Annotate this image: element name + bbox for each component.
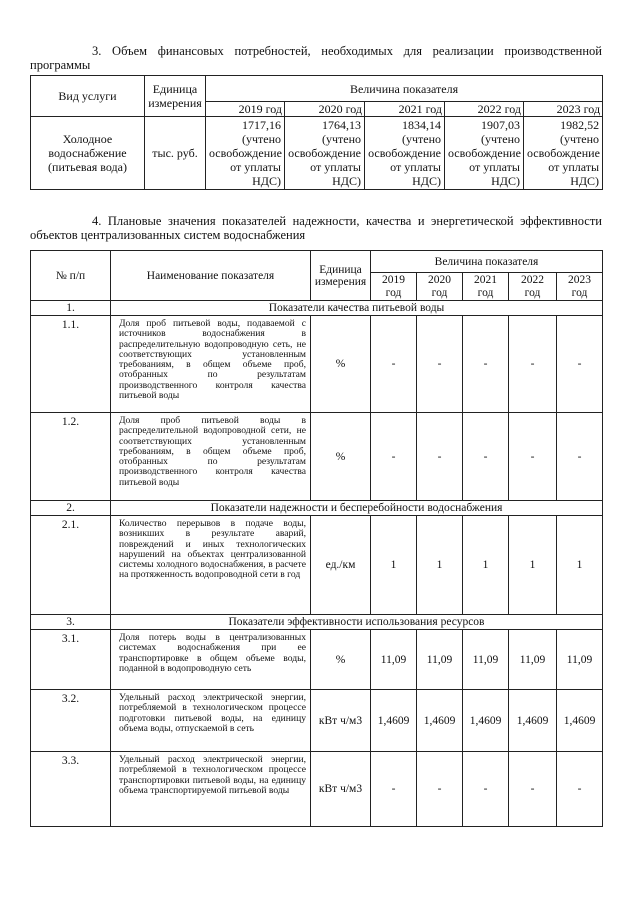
header-unit: Единица измерения xyxy=(311,251,371,301)
header-num: № п/п xyxy=(31,251,111,301)
indicator-name: Доля потерь воды в централизованных системах водоснабжения при ее транспортировке в общем объеме воды, поданной в водопроводную сеть xyxy=(111,630,311,690)
value-cell: 11,09 xyxy=(557,630,603,690)
unit-cell: % xyxy=(311,630,371,690)
year-number: 2019 xyxy=(382,273,405,286)
year-header: 2022 год xyxy=(445,102,524,117)
value-cell: 1 xyxy=(509,516,557,615)
value-cell: - xyxy=(509,316,557,413)
value-cell: - xyxy=(509,413,557,501)
value-cell: - xyxy=(463,316,509,413)
value-cell: 1,4609 xyxy=(557,690,603,752)
row-number: 3.1. xyxy=(31,630,111,690)
section3-heading: 3. Объем финансовых потребностей, необходимых для реализации производственной программы xyxy=(30,44,602,72)
year-number: 2021 xyxy=(474,273,497,286)
value-note: (учтено освобождение от уплаты НДС) xyxy=(527,132,600,188)
value-amount: 1982,52 xyxy=(560,118,600,132)
value-note: (учтено освобождение от уплаты НДС) xyxy=(209,132,282,188)
year-word: год xyxy=(524,286,541,299)
table-row xyxy=(31,752,603,827)
service-name: Холодное водоснабжение (питьевая вода) xyxy=(31,117,145,190)
section-row xyxy=(31,501,603,516)
year-number: 2022 xyxy=(521,273,544,286)
indicator-name: Удельный расход электрической энергии, потребляемой в технологическом процессе подготовки питьевой воды, на единицу объема воды, отпускаемой в сеть xyxy=(111,690,311,752)
table-row xyxy=(31,413,603,501)
row-number: 1.1. xyxy=(31,316,111,413)
value-cell: 1,4609 xyxy=(417,690,463,752)
year-number: 2023 xyxy=(568,273,591,286)
value-cell: 11,09 xyxy=(417,630,463,690)
year-header xyxy=(509,273,557,301)
year-header xyxy=(417,273,463,301)
value-cell: 1 xyxy=(371,516,417,615)
value-cell xyxy=(365,117,445,190)
value-cell: 1 xyxy=(417,516,463,615)
year-word: год xyxy=(571,286,588,299)
value-cell: - xyxy=(557,413,603,501)
header-value: Величина показателя xyxy=(371,251,603,273)
section-number: 3. xyxy=(31,615,111,630)
value-cell: - xyxy=(417,316,463,413)
unit-cell: % xyxy=(311,413,371,501)
indicator-name: Удельный расход электрической энергии, потребляемой в технологическом процессе транспортировки питьевой воды, на единицу объема транспортируемой питьевой воды xyxy=(111,752,311,827)
value-cell: - xyxy=(509,752,557,827)
value-cell: - xyxy=(557,316,603,413)
header-service: Вид услуги xyxy=(31,76,145,117)
table-row xyxy=(31,516,603,615)
header-value: Величина показателя xyxy=(206,76,603,102)
year-header: 2020 год xyxy=(285,102,365,117)
year-header: 2023 год xyxy=(524,102,603,117)
value-cell: - xyxy=(371,752,417,827)
unit-cell: % xyxy=(311,316,371,413)
value-cell xyxy=(524,117,603,190)
section-title: Показатели эффективности использования ресурсов xyxy=(111,615,603,630)
value-cell: - xyxy=(463,413,509,501)
unit-cell: кВт ч/м3 xyxy=(311,752,371,827)
indicators-table xyxy=(30,250,603,827)
table-row xyxy=(31,630,603,690)
row-number: 1.2. xyxy=(31,413,111,501)
section-number: 1. xyxy=(31,301,111,316)
table-row xyxy=(31,316,603,413)
indicator-name: Количество перерывов в подаче воды, возникших в результате аварий, повреждений и иных технологических нарушений на объектах централизованной системы холодного водоснабжения, в расчете на протяженность водопроводной сети в год xyxy=(111,516,311,615)
section-row xyxy=(31,301,603,316)
value-cell: - xyxy=(371,316,417,413)
value-cell xyxy=(206,117,285,190)
header-name: Наименование показателя xyxy=(111,251,311,301)
value-cell: - xyxy=(417,413,463,501)
year-word: год xyxy=(431,286,448,299)
value-amount: 1907,03 xyxy=(481,118,520,132)
unit-cell: кВт ч/м3 xyxy=(311,690,371,752)
value-cell: - xyxy=(463,752,509,827)
value-cell: 1,4609 xyxy=(509,690,557,752)
section-number: 2. xyxy=(31,501,111,516)
value-amount: 1834,14 xyxy=(402,118,441,132)
value-cell xyxy=(445,117,524,190)
unit-cell: ед./км xyxy=(311,516,371,615)
value-note: (учтено освобождение от уплаты НДС) xyxy=(448,132,521,188)
year-word: год xyxy=(385,286,402,299)
row-number: 2.1. xyxy=(31,516,111,615)
year-header xyxy=(371,273,417,301)
value-cell: 1 xyxy=(557,516,603,615)
value-amount: 1717,16 xyxy=(242,118,281,132)
table-row xyxy=(31,690,603,752)
value-cell: 1 xyxy=(463,516,509,615)
year-header: 2021 год xyxy=(365,102,445,117)
year-word: год xyxy=(477,286,494,299)
row-number: 3.3. xyxy=(31,752,111,827)
value-note: (учтено освобождение от уплаты НДС) xyxy=(288,132,361,188)
section-title: Показатели надежности и бесперебойности водоснабжения xyxy=(111,501,603,516)
indicator-name: Доля проб питьевой воды, подаваемой с источников водоснабжения в распределительную водопроводную сеть, не соответствующих установленным требованиям, в общем объеме проб, отобранных по результатам производственного контроля качества питьевой воды xyxy=(111,316,311,413)
value-cell: 1,4609 xyxy=(463,690,509,752)
unit-cell: тыс. руб. xyxy=(145,117,206,190)
year-header xyxy=(557,273,603,301)
section-title: Показатели качества питьевой воды xyxy=(111,301,603,316)
value-cell: 1,4609 xyxy=(371,690,417,752)
value-amount: 1764,13 xyxy=(322,118,361,132)
section-row xyxy=(31,615,603,630)
year-header xyxy=(463,273,509,301)
financial-needs-table xyxy=(30,75,603,190)
value-cell: - xyxy=(557,752,603,827)
value-note: (учтено освобождение от уплаты НДС) xyxy=(368,132,441,188)
value-cell xyxy=(285,117,365,190)
indicator-name: Доля проб питьевой воды в распределительной водопроводной сети, не соответствующих установленным требованиям, в общем объеме проб, отобранных по результатам производственного контроля качества питьевой воды xyxy=(111,413,311,501)
year-number: 2020 xyxy=(428,273,451,286)
row-number: 3.2. xyxy=(31,690,111,752)
value-cell: 11,09 xyxy=(371,630,417,690)
value-cell: - xyxy=(417,752,463,827)
value-cell: 11,09 xyxy=(509,630,557,690)
section4-heading: 4. Плановые значения показателей надежности, качества и энергетической эффективности объектов централизованных систем водоснабжения xyxy=(30,214,602,242)
value-cell: 11,09 xyxy=(463,630,509,690)
header-unit: Единица измерения xyxy=(145,76,206,117)
year-header: 2019 год xyxy=(206,102,285,117)
value-cell: - xyxy=(371,413,417,501)
